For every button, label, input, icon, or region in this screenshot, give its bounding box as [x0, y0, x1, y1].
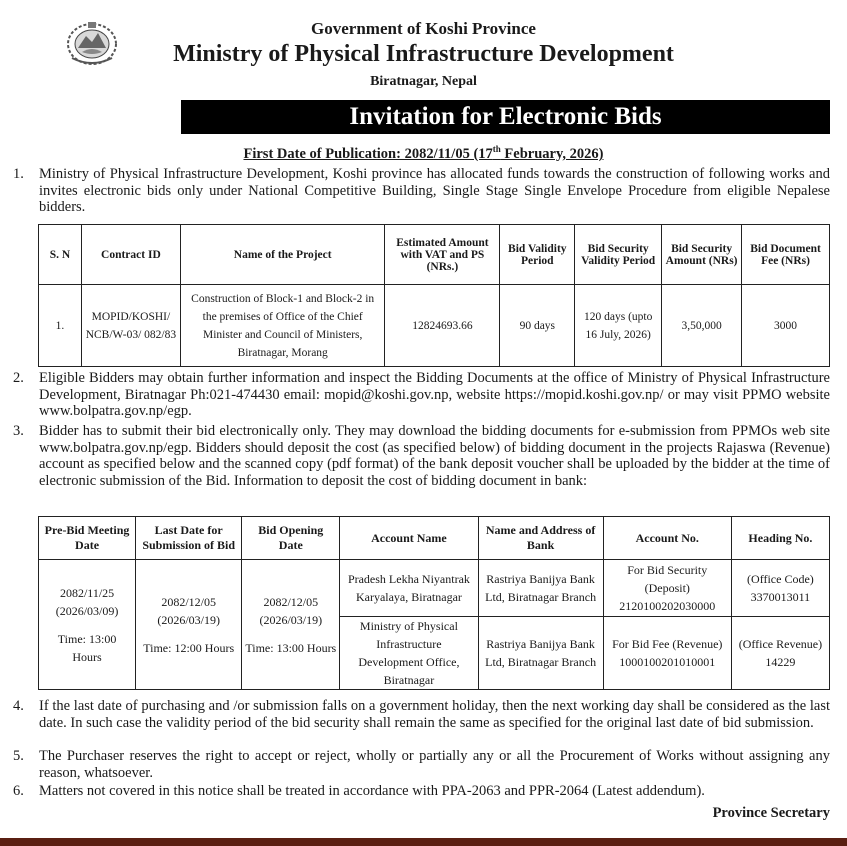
- para-2-text: Eligible Bidders may obtain further information and inspect the Bidding Documents at the office of Ministry of Physical Infrastructure Development, Biratnagar Ph:021-474430 email: mopid@koshi.gov.np, website https://mopid.koshi.gov.np/ or may visit PPMO website www.bolpatra.gov.np/egp.: [39, 370, 830, 419]
- table-row: [39, 560, 830, 617]
- account-number: 2120100202030000: [619, 599, 716, 613]
- header-contract-id: Contract ID: [81, 225, 180, 285]
- opening-date-bs: 2082/12/05: [263, 594, 319, 609]
- opening-date-ad: (2026/03/19): [259, 612, 323, 627]
- signature: Province Secretary: [712, 805, 830, 821]
- cell-heading-no: (Office Code) 3370013011: [731, 560, 829, 617]
- header-opening-date: Bid Opening Date: [242, 517, 340, 560]
- location-subtitle: Biratnagar, Nepal: [370, 74, 477, 89]
- cell-bid-validity: 90 days: [500, 285, 575, 367]
- header-last-date: Last Date for Submission of Bid: [136, 517, 242, 560]
- last-date-time: Time: 12:00 Hours: [143, 640, 235, 655]
- cell-account-name: Ministry of Physical Infrastructure Development Office, Biratnagar: [340, 617, 478, 690]
- header-account-no: Account No.: [603, 517, 731, 560]
- account-number: 1000100201010001: [619, 655, 716, 669]
- prebid-date-ad: (2026/03/09): [55, 603, 119, 618]
- para-5-number: 5.: [13, 748, 24, 764]
- header-bid-validity: Bid Validity Period: [500, 225, 575, 285]
- header-bank-name: Name and Address of Bank: [478, 517, 603, 560]
- publication-date-prefix: First Date of Publication: 2082/11/05 (17: [243, 145, 493, 162]
- cell-account-no: [603, 560, 731, 617]
- bid-table: [38, 224, 830, 367]
- cell-prebid-date: [39, 560, 136, 690]
- cell-project-name: Construction of Block-1 and Block-2 in the premises of Office of the Chief Minister and Council of Ministers, Biratnagar, Morang: [180, 285, 385, 367]
- para-3-text: Bidder has to submit their bid electronically only. They may download the bidding documents for e-submission from PPMOs web site www.bolpatra.gov.np/egp. Bidders should deposit the cost (as specified below) of bidding document in the projects Rajaswa (Revenue) account as specified below and the scanned copy (pdf format) of the bank deposit voucher shall be uploaded by the bidder at the time of electronic submission of the Bid. Information to deposit the cost of bidding document in bank:: [39, 423, 830, 489]
- para-3-number: 3.: [13, 423, 24, 439]
- cell-security-validity: 120 days (upto 16 July, 2026): [575, 285, 662, 367]
- bottom-border: [0, 838, 847, 846]
- government-title: Government of Koshi Province: [311, 19, 536, 38]
- para-6-number: 6.: [13, 783, 24, 799]
- publication-date-sup: th: [492, 144, 501, 154]
- para-1-text: Ministry of Physical Infrastructure Development, Koshi province has allocated funds towards the construction of following works and invites electronic bids only under National Competitive Building, Single Stage Single Envelope Procedure from eligible Nepalese bidders.: [39, 166, 830, 215]
- bid-table-header: [39, 225, 830, 285]
- cell-account-no: [603, 617, 731, 690]
- cell-account-name: Pradesh Lekha Niyantrak Karyalaya, Biratnagar: [340, 560, 478, 617]
- banner-title: Invitation for Electronic Bids: [349, 103, 662, 130]
- cell-last-date: [136, 560, 242, 690]
- bank-table: [38, 516, 830, 690]
- header-estimated-amount: Estimated Amount with VAT and PS (NRs.): [385, 225, 500, 285]
- prebid-time: Time: 13:00 Hours: [57, 631, 117, 664]
- account-label: For Bid Security (Deposit): [627, 563, 708, 595]
- opening-time: Time: 13:00 Hours: [245, 640, 337, 655]
- cell-heading-no: (Office Revenue) 14229: [731, 617, 829, 690]
- cell-contract-id: MOPID/KOSHI/ NCB/W-03/ 082/83: [81, 285, 180, 367]
- last-date-bs: 2082/12/05: [161, 594, 216, 609]
- cell-document-fee: 3000: [742, 285, 830, 367]
- header-account-name: Account Name: [340, 517, 478, 560]
- cell-sn: 1.: [39, 285, 82, 367]
- cell-estimated-amount: 12824693.66: [385, 285, 500, 367]
- header-heading-no: Heading No.: [731, 517, 829, 560]
- para-4-text: If the last date of purchasing and /or submission falls on a government holiday, then the next working day shall be considered as the last date. In such case the validity period of the bid security shall remain the same as specified for the original last date of bid submission.: [39, 698, 830, 731]
- cell-opening-date: [242, 560, 340, 690]
- para-4-number: 4.: [13, 698, 24, 714]
- para-6-text: Matters not covered in this notice shall be treated in accordance with PPA-2063 and PPR-2064 (Latest addendum).: [39, 783, 705, 799]
- para-1-number: 1.: [13, 166, 24, 182]
- cell-security-amount: 3,50,000: [662, 285, 742, 367]
- header-security-amount: Bid Security Amount (NRs): [662, 225, 742, 285]
- notice-banner: [181, 100, 830, 134]
- last-date-ad: (2026/03/19): [157, 612, 220, 627]
- header-security-validity: Bid Security Validity Period: [575, 225, 662, 285]
- header-prebid-date: Pre-Bid Meeting Date: [39, 517, 136, 560]
- account-label: For Bid Fee (Revenue): [612, 637, 723, 651]
- cell-bank-name: Rastriya Banijya Bank Ltd, Biratnagar Branch: [478, 617, 603, 690]
- publication-date: [0, 144, 847, 163]
- para-5-text: The Purchaser reserves the right to accept or reject, wholly or partially any or all the Procurement of Works without assigning any reason, whatsoever.: [39, 748, 830, 781]
- header-document-fee: Bid Document Fee (NRs): [742, 225, 830, 285]
- header-sn: S. N: [39, 225, 82, 285]
- bank-table-header: [39, 517, 830, 560]
- publication-date-suffix: February, 2026): [500, 145, 604, 162]
- ministry-title: Ministry of Physical Infrastructure Development: [173, 41, 674, 67]
- prebid-date-bs: 2082/11/25: [59, 585, 115, 600]
- header-project-name: Name of the Project: [180, 225, 385, 285]
- cell-bank-name: Rastriya Banijya Bank Ltd, Biratnagar Branch: [478, 560, 603, 617]
- para-2-number: 2.: [13, 370, 24, 386]
- table-row: [39, 285, 830, 367]
